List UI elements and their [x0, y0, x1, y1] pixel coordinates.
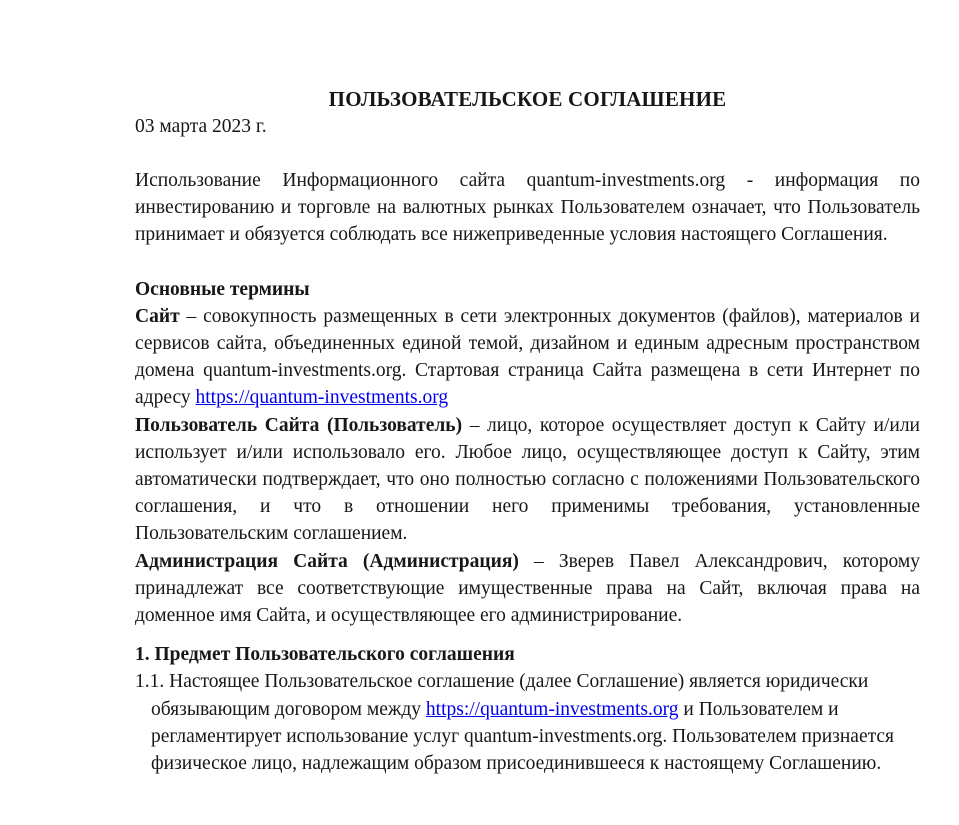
site-url-link[interactable]: https://quantum-investments.org	[195, 387, 449, 409]
term-text-user: – лицо, которое осуществляет доступ к Сайту и/или использует и/или использовало его. Любое лицо, осуществляющее доступ к Сайту, этим автоматически подтверждает, что оно полностью согласно с положениями Пользовательского соглашения, и что в отношении него применимы требования, установленные Пользовательским соглашением.	[135, 414, 920, 545]
term-name-user: Пользователь Сайта (Пользователь)	[135, 414, 463, 436]
term-name-site: Сайт	[135, 305, 180, 327]
term-definition-admin	[135, 548, 920, 630]
terms-heading: Основные термины	[135, 278, 310, 300]
section-1	[135, 641, 920, 777]
term-text-admin: – Зверев Павел Александрович, которому принадлежат все соответствующие имущественные права на Сайт, включая права на доменное имя Сайта, и осуществляющее его администрирование.	[135, 550, 920, 627]
section-1-heading: 1. Предмет Пользовательского соглашения	[135, 644, 515, 666]
intro-paragraph: Использование Информационного сайта quantum-investments.org - информация по инвестированию и торговле на валютных рынках Пользователем означает, что Пользователь принимает и обязуется соблюдать все нижеприведенные условия настоящего Соглашения.	[135, 170, 920, 246]
document-date: 03 марта 2023 г.	[135, 116, 267, 137]
list-item-1-1	[135, 668, 920, 777]
term-text-site: – совокупность размещенных в сети электронных документов (файлов), материалов и сервисов сайта, объединенных единой темой, дизайном и единым адресным пространством домена quantum-investments.org. Стартовая страница Сайта размещена в сети Интернет по адресу	[135, 305, 920, 409]
term-definition-site	[135, 303, 920, 412]
document-content	[135, 85, 920, 777]
list-item-number: 1.1.	[135, 671, 165, 693]
document-title: ПОЛЬЗОВАТЕЛЬСКОЕ СОГЛАШЕНИЕ	[328, 87, 727, 111]
term-definition-user	[135, 412, 920, 548]
term-name-admin: Администрация Сайта (Администрация)	[135, 550, 519, 572]
agreement-url-link[interactable]: https://quantum-investments.org	[425, 698, 679, 720]
list-item-text-before: Настоящее Пользовательское соглашение (далее Соглашение) является юридически обязывающим договором между	[151, 671, 869, 720]
list-item-text-after: и Пользователем и регламентирует использование услуг quantum-investments.org. Пользователем признается физическое лицо, надлежащим образом присоединившееся к настоящему Соглашению.	[151, 698, 894, 775]
terms-section	[135, 276, 920, 630]
